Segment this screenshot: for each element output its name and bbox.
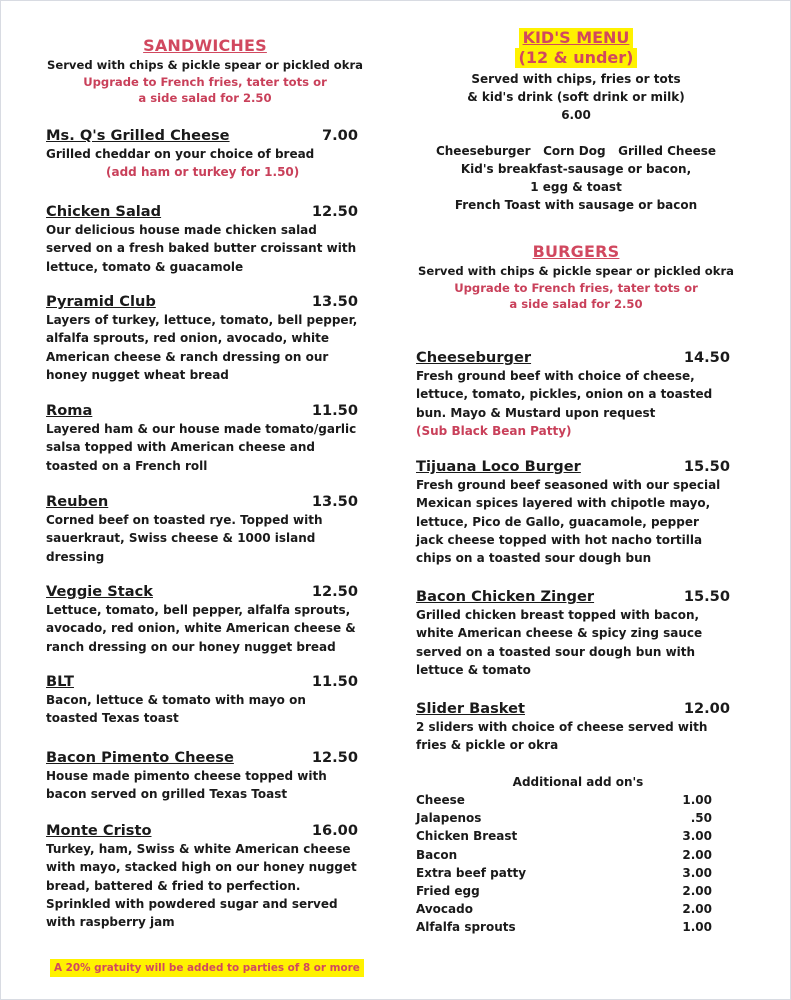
item-price: 16.00 — [311, 822, 358, 839]
item-price: 12.00 — [683, 700, 730, 717]
item-desc: Fresh ground beef seasoned with our special — [416, 478, 721, 492]
sandwiches-served-text: Served with chips & pickle spear or pickled okra — [46, 58, 364, 72]
gratuity-notice: A 20% gratuity will be added to parties of 8 or more — [50, 959, 364, 977]
item-desc: with raspberry jam — [46, 915, 175, 930]
menu-item — [46, 582, 368, 656]
kids-options — [414, 142, 738, 214]
item-desc: fries & pickle or okra — [416, 738, 559, 753]
addon-name: Extra beef patty — [416, 865, 527, 880]
menu-item — [46, 292, 368, 384]
item-name: BLT — [46, 673, 74, 690]
menu-item — [46, 672, 368, 728]
addon-row — [416, 864, 740, 882]
addon-price: 2.00 — [682, 902, 712, 917]
addon-price: 1.00 — [682, 793, 712, 807]
item-note: (add ham or turkey for 1.50) — [106, 165, 300, 180]
menu-item — [416, 699, 740, 755]
addon-price: 2.00 — [682, 847, 712, 862]
addon-name: Avocado — [416, 902, 473, 917]
item-desc: with mayo, stacked high on our honey nugget — [46, 860, 357, 875]
item-desc: bun. Mayo & Mustard upon request — [416, 405, 656, 420]
item-desc: lettuce, tomato & guacamole — [46, 259, 244, 274]
addon-name: Jalapenos — [416, 811, 482, 826]
item-desc: alfalfa sprouts, red onion, avocado, white — [46, 331, 330, 346]
burgers-upgrade-line1: Upgrade to French fries, tater tots or — [454, 281, 698, 295]
item-desc: Layered ham & our house made tomato/garlic — [46, 422, 357, 436]
item-note: (Sub Black Bean Patty) — [416, 423, 572, 438]
item-price: 14.50 — [683, 349, 730, 366]
item-name: Veggie Stack — [46, 583, 153, 600]
kids-drink-text: & kid's drink (soft drink or milk) — [467, 90, 685, 104]
item-desc: chips on a toasted sour dough bun — [416, 551, 652, 566]
burgers-title: BURGERS — [532, 242, 620, 261]
item-desc: served on a toasted sour dough bun with — [416, 644, 696, 659]
addon-price: .50 — [690, 811, 712, 826]
burgers-upgrade-line2: a side salad for 2.50 — [509, 297, 643, 311]
item-name: Bacon Chicken Zinger — [416, 588, 595, 605]
item-name: Reuben — [46, 493, 109, 510]
item-name: Monte Cristo — [46, 822, 152, 839]
item-name: Roma — [46, 402, 93, 419]
addon-name: Alfalfa sprouts — [416, 920, 516, 935]
menu-item — [46, 401, 368, 475]
item-price: 7.00 — [321, 127, 358, 144]
addon-price: 1.00 — [682, 920, 712, 935]
addon-price: 2.00 — [682, 884, 712, 899]
item-desc: Bacon, lettuce & tomato with mayo on — [46, 693, 306, 707]
addon-name: Chicken Breast — [416, 829, 518, 844]
menu-item — [416, 348, 740, 440]
item-desc: House made pimento cheese topped with — [46, 769, 327, 783]
menu-item — [46, 492, 368, 566]
kids-options-line: 1 egg & toast — [530, 180, 622, 194]
sandwiches-upgrade-line2: a side salad for 2.50 — [138, 91, 272, 105]
menu-item — [46, 821, 368, 931]
burgers-served-text: Served with chips & pickle spear or pickled okra — [417, 264, 735, 278]
kids-menu-header — [414, 28, 738, 124]
item-desc: bread, battered & fried to perfection. — [46, 878, 301, 893]
addon-row — [416, 918, 740, 936]
addon-name: Fried egg — [416, 884, 480, 899]
item-price: 15.50 — [683, 458, 730, 475]
item-price: 12.50 — [311, 203, 358, 220]
addon-row — [416, 900, 740, 918]
kids-served-text: Served with chips, fries or tots — [471, 72, 681, 86]
item-price: 12.50 — [311, 583, 358, 600]
menu-item — [46, 748, 368, 804]
item-desc: Layers of turkey, lettuce, tomato, bell pepper, — [46, 313, 358, 327]
item-desc: Sprinkled with powdered sugar and served — [46, 896, 338, 911]
item-name: Chicken Salad — [46, 203, 162, 220]
addon-row — [416, 827, 740, 845]
addons-title: Additional add on's — [512, 775, 644, 789]
addon-row — [416, 846, 740, 864]
item-name: Cheeseburger — [416, 349, 532, 366]
sandwiches-upgrade-line1: Upgrade to French fries, tater tots or — [83, 75, 327, 89]
item-desc: honey nugget wheat bread — [46, 367, 229, 382]
addon-price: 3.00 — [682, 865, 712, 880]
item-name: Slider Basket — [416, 700, 525, 717]
item-desc: lettuce, tomato, pickles, onion on a toasted — [416, 387, 713, 402]
item-price: 15.50 — [683, 588, 730, 605]
item-desc: American cheese & ranch dressing on our — [46, 349, 329, 364]
sandwiches-title: SANDWICHES — [143, 36, 267, 55]
kids-menu-age: (12 & under) — [515, 48, 638, 68]
item-desc: sauerkraut, Swiss cheese & 1000 island — [46, 531, 316, 546]
sandwiches-header — [44, 36, 366, 106]
item-desc: toasted Texas toast — [46, 711, 179, 726]
addon-name: Cheese — [416, 793, 465, 807]
item-desc: 2 sliders with choice of cheese served with — [416, 720, 708, 734]
item-desc: dressing — [46, 549, 105, 564]
kids-options-line: Cheeseburger Corn Dog Grilled Cheese — [435, 144, 717, 158]
item-price: 11.50 — [311, 402, 358, 419]
addon-row — [416, 882, 740, 900]
addon-name: Bacon — [416, 847, 458, 862]
item-desc: Grilled cheddar on your choice of bread — [46, 147, 315, 161]
item-desc: Grilled chicken breast topped with bacon, — [416, 608, 700, 622]
item-desc: avocado, red onion, white American cheese & — [46, 621, 356, 636]
item-desc: salsa topped with American cheese and — [46, 440, 316, 455]
menu-item — [46, 202, 368, 276]
item-name: Ms. Q's Grilled Cheese — [46, 127, 230, 144]
item-desc: Fresh ground beef with choice of cheese, — [416, 369, 695, 383]
addon-price: 3.00 — [682, 829, 712, 844]
kids-price: 6.00 — [561, 108, 591, 122]
item-price: 12.50 — [311, 749, 358, 766]
item-desc: ranch dressing on our honey nugget bread — [46, 639, 336, 654]
item-desc: toasted on a French roll — [46, 458, 208, 473]
kids-options-line: French Toast with sausage or bacon — [454, 198, 698, 212]
item-desc: bacon served on grilled Texas Toast — [46, 787, 288, 802]
item-name: Bacon Pimento Cheese — [46, 749, 234, 766]
item-desc: Corned beef on toasted rye. Topped with — [46, 513, 323, 527]
item-name: Pyramid Club — [46, 293, 156, 310]
item-desc: Mexican spices layered with chipotle mayo, — [416, 496, 711, 511]
item-desc: jack cheese topped with hot nacho tortilla — [416, 532, 703, 547]
item-price: 13.50 — [311, 293, 358, 310]
item-desc: Turkey, ham, Swiss & white American cheese — [46, 842, 351, 856]
addon-row — [416, 809, 740, 827]
item-desc: lettuce, Pico de Gallo, guacamole, pepper — [416, 514, 699, 529]
item-desc: Lettuce, tomato, bell pepper, alfalfa sprouts, — [46, 603, 351, 617]
menu-item — [46, 126, 368, 181]
item-desc: white American cheese & spicy zing sauce — [416, 626, 703, 641]
item-price: 13.50 — [311, 493, 358, 510]
menu-item — [416, 457, 740, 567]
item-desc: served on a fresh baked butter croissant with — [46, 241, 357, 256]
kids-menu-title: KID'S MENU — [519, 28, 634, 48]
addons-section — [416, 773, 740, 937]
item-desc: Our delicious house made chicken salad — [46, 223, 317, 237]
kids-options-line: Kid's breakfast-sausage or bacon, — [460, 162, 692, 176]
burgers-header — [414, 242, 738, 312]
item-price: 11.50 — [311, 673, 358, 690]
item-desc: lettuce & tomato — [416, 662, 531, 677]
addon-row — [416, 791, 740, 809]
menu-item — [416, 587, 740, 679]
item-name: Tijuana Loco Burger — [416, 458, 581, 475]
